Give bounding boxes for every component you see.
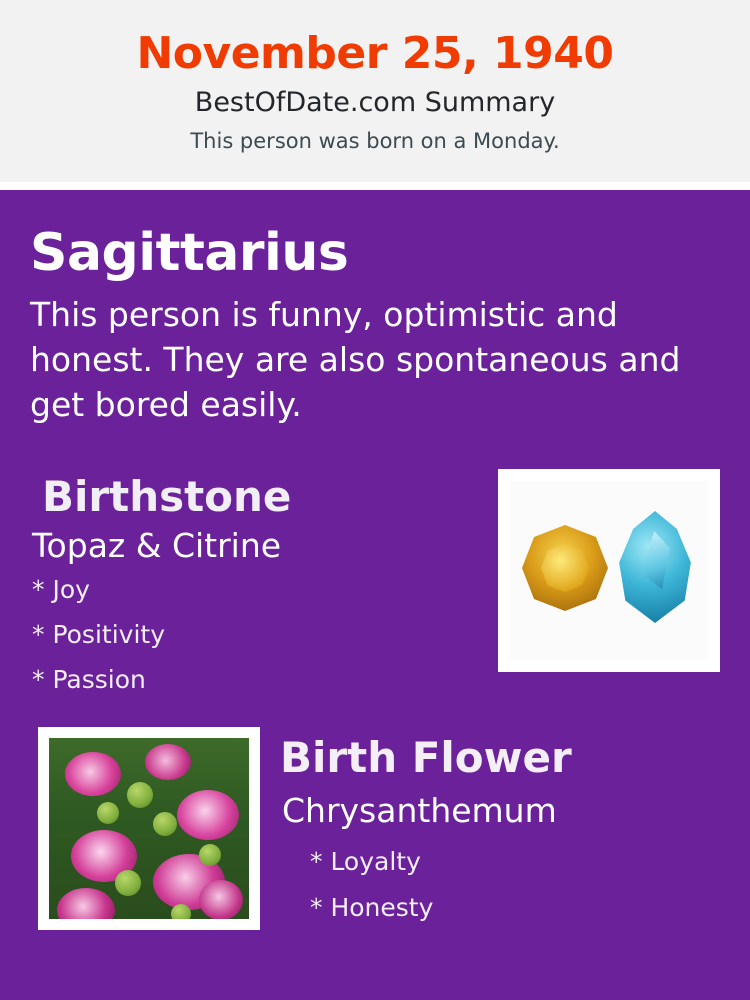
flower-petal: [145, 744, 191, 780]
header-divider: [0, 182, 750, 190]
zodiac-sign-title: Sagittarius: [30, 223, 349, 283]
flower-petal: [177, 790, 239, 840]
summary-panel: [0, 190, 750, 1000]
birthstone-trait: * Joy: [32, 575, 90, 604]
birthflower-heading: Birth Flower: [280, 733, 572, 782]
flower-bud: [199, 844, 221, 866]
birthflower-name: Chrysanthemum: [282, 791, 557, 830]
birthflower-trait: * Honesty: [310, 893, 434, 922]
birthstone-section: [30, 469, 720, 709]
birthflower-section: [30, 727, 720, 957]
chrysanthemum-image: [49, 738, 249, 919]
flower-bud: [97, 802, 119, 824]
site-summary-label: BestOfDate.com Summary: [194, 87, 556, 118]
birthflower-traits: [280, 839, 433, 931]
topaz-gem-icon: [616, 511, 694, 623]
birthstone-heading: Birthstone: [42, 472, 292, 521]
page-title-date: November 25, 1940: [136, 28, 614, 79]
birthstone-name: Topaz & Citrine: [32, 526, 282, 565]
birthstone-trait: * Passion: [32, 665, 146, 694]
flower-petal: [65, 752, 121, 796]
birthflower-trait: * Loyalty: [310, 847, 421, 876]
birthflower-photo: [38, 727, 260, 930]
flower-petal: [199, 880, 243, 919]
zodiac-description: This person is funny, optimistic and honest. They are also spontaneous and get bored easily.: [30, 295, 681, 424]
flower-bud: [115, 870, 141, 896]
citrine-gem-icon: [522, 525, 608, 611]
flower-petal: [57, 888, 115, 919]
flower-bud: [127, 782, 153, 808]
birth-day-note: This person was born on a Monday.: [190, 129, 560, 153]
birthstone-photo: [498, 469, 720, 672]
header: [0, 0, 750, 182]
flower-bud: [171, 904, 191, 919]
flower-bud: [153, 812, 177, 836]
birthstone-trait: * Positivity: [32, 620, 165, 649]
